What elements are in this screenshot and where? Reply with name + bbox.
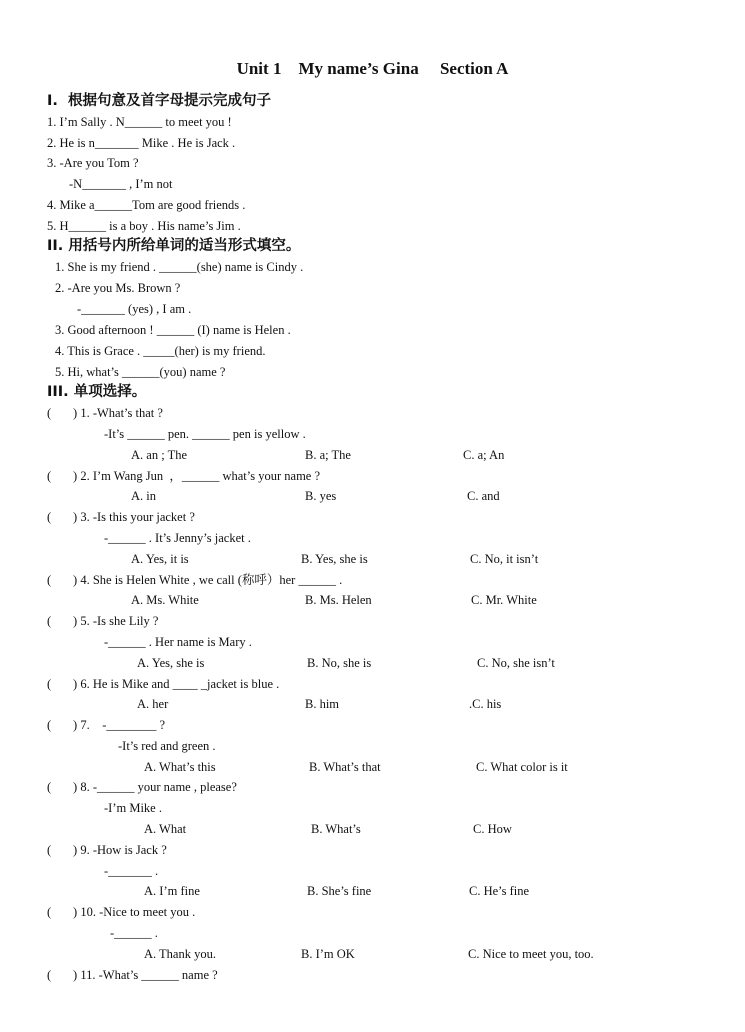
q4-stem: ( ) 4. She is Helen White , we call (称呼）her ______ . xyxy=(47,573,343,587)
s1-line-4: -N_______ , I’m not xyxy=(69,177,173,191)
section-1-heading: I. 根据句意及首字母提示完成句子 xyxy=(47,93,271,109)
q4-option-a: A. Ms. White xyxy=(131,593,199,607)
section-2-heading: II. 用括号内所给单词的适当形式填空。 xyxy=(47,238,301,254)
q10-stem: ( ) 10. -Nice to meet you . xyxy=(47,905,196,919)
q6-option-b: B. him xyxy=(305,697,340,711)
q9-option-a: A. I’m fine xyxy=(144,884,200,898)
s1-line-6: 5. H______ is a boy . His name’s Jim . xyxy=(47,219,241,233)
s1-line-1: 1. I’m Sally . N______ to meet you ! xyxy=(47,115,232,129)
q3-option-a: A. Yes, it is xyxy=(131,552,189,566)
s1-line-2: 2. He is n_______ Mike . He is Jack . xyxy=(47,136,236,150)
q5-option-c: C. No, she isn’t xyxy=(477,656,555,670)
s2-line-3: -_______ (yes) , I am . xyxy=(77,302,192,316)
q2-option-b: B. yes xyxy=(305,489,337,503)
q5-sub: -______ . Her name is Mary . xyxy=(104,635,252,649)
q2-option-c: C. and xyxy=(467,489,500,503)
q1-stem: ( ) 1. -What’s that ? xyxy=(47,406,163,420)
s2-line-5: 4. This is Grace . _____(her) is my friend. xyxy=(55,344,266,358)
q1-option-c: C. a; An xyxy=(463,448,505,462)
q9-sub: -_______ . xyxy=(104,864,159,878)
section-3-heading: III. 单项选择。 xyxy=(47,384,147,400)
q1-option-b: B. a; The xyxy=(305,448,351,462)
q3-option-b: B. Yes, she is xyxy=(301,552,368,566)
q7-option-c: C. What color is it xyxy=(476,760,568,774)
q11-stem: ( ) 11. -What’s ______ name ? xyxy=(47,968,218,982)
s2-line-6: 5. Hi, what’s ______(you) name ? xyxy=(55,365,226,379)
s1-line-3: 3. -Are you Tom ? xyxy=(47,156,139,170)
q10-option-c: C. Nice to meet you, too. xyxy=(468,947,594,961)
q10-sub: -______ . xyxy=(110,926,158,940)
q6-stem: ( ) 6. He is Mike and ____ _jacket is blue . xyxy=(47,677,280,691)
s1-line-5: 4. Mike a______Tom are good friends . xyxy=(47,198,246,212)
q3-stem: ( ) 3. -Is this your jacket ? xyxy=(47,510,195,524)
page-title: Unit 1 My name’s Gina Section A xyxy=(236,59,509,78)
q3-option-c: C. No, it isn’t xyxy=(470,552,539,566)
q8-option-a: A. What xyxy=(144,822,187,836)
q1-option-a: A. an ; The xyxy=(131,448,188,462)
q8-option-c: C. How xyxy=(473,822,512,836)
q10-option-b: B. I’m OK xyxy=(301,947,355,961)
q9-option-b: B. She’s fine xyxy=(307,884,372,898)
q10-option-a: A. Thank you. xyxy=(144,947,216,961)
q8-sub: -I’m Mike . xyxy=(104,801,162,815)
q7-sub: -It’s red and green . xyxy=(118,739,216,753)
q7-option-a: A. What’s this xyxy=(144,760,216,774)
q5-option-a: A. Yes, she is xyxy=(137,656,205,670)
q9-stem: ( ) 9. -How is Jack ? xyxy=(47,843,167,857)
q6-option-c: .C. his xyxy=(469,697,502,711)
q7-option-b: B. What’s that xyxy=(309,760,381,774)
q4-option-b: B. Ms. Helen xyxy=(305,593,372,607)
q7-stem: ( ) 7. -________ ? xyxy=(47,718,166,732)
q2-stem: ( ) 2. I’m Wang Jun ，______ what’s your name ? xyxy=(47,469,321,483)
q6-option-a: A. her xyxy=(137,697,169,711)
q8-option-b: B. What’s xyxy=(311,822,361,836)
q5-stem: ( ) 5. -Is she Lily ? xyxy=(47,614,159,628)
q9-option-c: C. He’s fine xyxy=(469,884,530,898)
s2-line-2: 2. -Are you Ms. Brown ? xyxy=(55,281,181,295)
q4-option-c: C. Mr. White xyxy=(471,593,537,607)
q2-option-a: A. in xyxy=(131,489,156,503)
q5-option-b: B. No, she is xyxy=(307,656,372,670)
q3-sub: -______ . It’s Jenny’s jacket . xyxy=(104,531,251,545)
q8-stem: ( ) 8. -______ your name , please? xyxy=(47,780,237,794)
s2-line-1: 1. She is my friend . ______(she) name is Cindy . xyxy=(55,260,304,274)
s2-line-4: 3. Good afternoon ! ______ (I) name is Helen . xyxy=(55,323,291,337)
q1-sub: -It’s ______ pen. ______ pen is yellow . xyxy=(104,427,306,441)
